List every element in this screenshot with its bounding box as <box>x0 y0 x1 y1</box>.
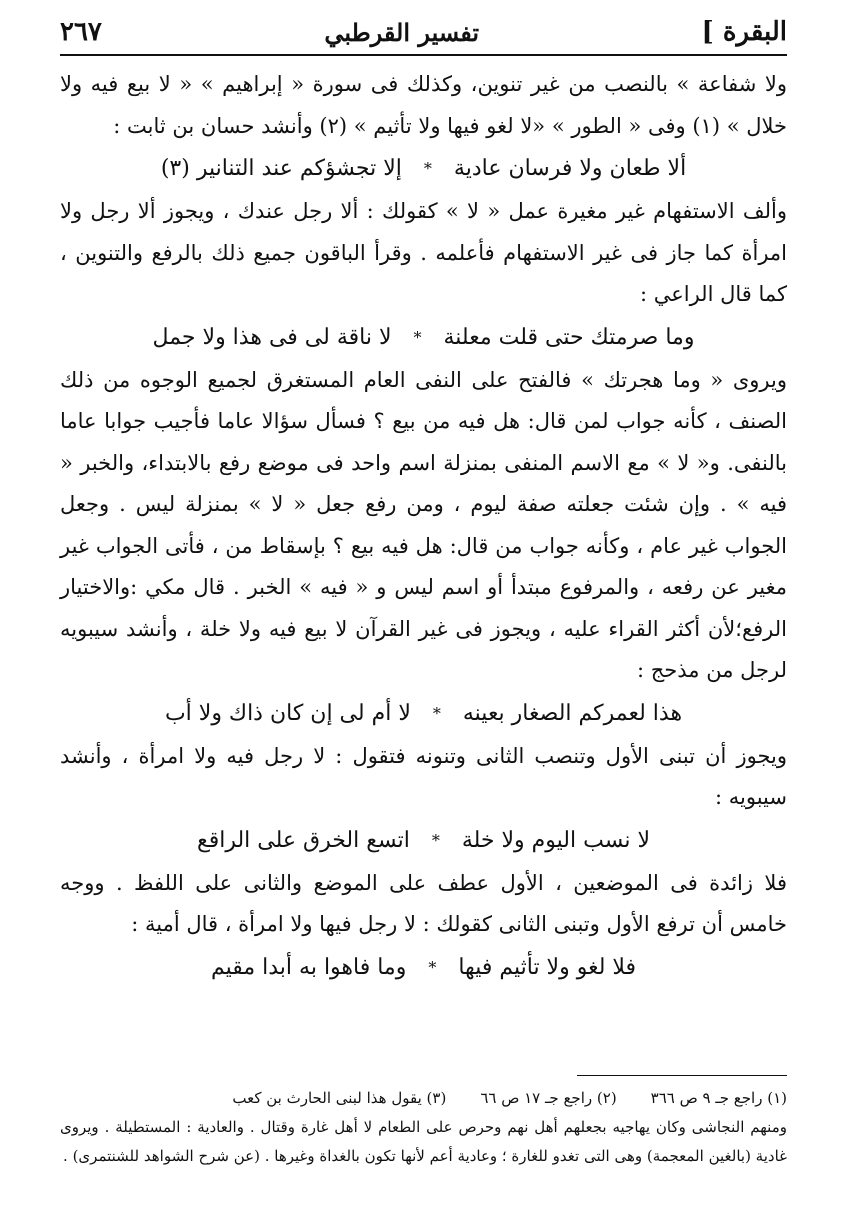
footnote-references <box>60 1084 787 1113</box>
hemistich-first: هذا لعمركم الصغار بعينه <box>462 700 683 726</box>
paragraph: ولا شفاعة » بالنصب من غير تنوين، وكذلك فى سورة « إبراهيم » « لا بيع فيه ولا خلال » (١) وفى « الطور » «لا لغو فيها ولا تأثيم » (٢) وأنشد حسان بن ثابت : <box>60 72 787 138</box>
paragraph: ويروى « وما هجرتك » فالفتح على النفى العام المستغرق لجميع الوجوه من ذلك الصنف ، كأنه جواب لمن قال: هل فيه من بيع ؟ فسأل سؤالا عاما فأجيب جوابا عاما بالنفى. و« لا » مع الاسم المنفى بمنزلة اسم واحد فى موضع رفع بالابتداء، والخبر « فيه » . وإن شئت جعلته صفة ليوم ، ومن رفع جعل « لا » بمنزلة ليس . وجعل الجواب غير عام ، وكأنه جواب من قال: هل فيه بيع ؟ بإسقاط من ، فأتى الجواب غير مغير عن رفعه ، والمرفوع مبتدأ أو اسم ليس و « فيه » الخبر . قال مكي :والاختيار الرفع؛لأن أكثر القراء عليه ، ويجوز فى غير القرآن لا بيع فيه ولا خلة ، وأنشد سيبويه لرجل من مذحج : <box>60 367 787 682</box>
poetry-verse <box>60 819 787 863</box>
footnote-2: (٢) راجع جـ ١٧ ص ٦٦ <box>480 1089 617 1107</box>
surah-name: البقرة ] <box>701 17 787 47</box>
paragraph: فلا زائدة فى الموضعين ، الأول عطف على الموضع والثانى على اللفظ . ووجه خامس أن ترفع الأول وتبنى الثانى كقولك : لا رجل فيها ولا امرأة ، قال أمية : <box>60 870 787 936</box>
hemistich-first: وما صرمتك حتى قلت معلنة <box>443 324 695 350</box>
main-text <box>60 64 787 990</box>
footnote-divider <box>577 1075 787 1076</box>
footnote-3: (٣) يقول هذا لبنى الحارث بن كعب <box>232 1089 447 1107</box>
verse-separator: * <box>432 703 441 723</box>
paragraph: ويجوز أن تبنى الأول وتنصب الثانى وتنونه فتقول : لا رجل فيه ولا امرأة ، وأنشد سيبويه : <box>60 743 787 809</box>
hemistich-second: إلا تجشؤكم عند التنانير (٣) <box>160 156 402 181</box>
poetry-verse <box>60 147 787 191</box>
footnotes <box>60 1075 787 1171</box>
verse-separator: * <box>428 957 437 977</box>
hemistich-first: فلا لغو ولا تأثيم فيها <box>458 954 637 980</box>
footnote-3-continued: ومنهم النجاشى وكان يهاجيه بجعلهم أهل نهم وحرص على الطعام لا أهل غارة وقتال . والعادية : المستطيلة . ويروى غادية (بالغين المعجمة) وهى التى تغدو للغارة ؛ وعادية أعم لأنها تكون بالغداة وغيرها . (عن شرح الشواهد للشنتمرى) . <box>60 1118 787 1165</box>
hemistich-second: اتسع الخرق على الراقع <box>197 827 410 853</box>
poetry-verse <box>60 316 787 360</box>
running-title: تفسير القرطبي <box>324 17 480 47</box>
poetry-verse <box>60 946 787 990</box>
page-number: ٢٦٧ <box>60 17 102 47</box>
footnote-1: (١) راجع جـ ٩ ص ٣٦٦ <box>650 1089 787 1107</box>
paragraph: وألف الاستفهام غير مغيرة عمل « لا » كقولك : ألا رجل عندك ، ويجوز ألا رجل ولا امرأة كما جاز فى غير الاستفهام فأعلمه . وقرأ الباقون جميع ذلك بالرفع والتنوين ، كما قال الراعي : <box>60 199 787 306</box>
hemistich-second: لا ناقة لى فى هذا ولا جمل <box>152 324 392 350</box>
hemistich-first: لا نسب اليوم ولا خلة <box>461 827 650 853</box>
hemistich-first: ألا طعان ولا فرسان عادية <box>453 156 687 181</box>
poetry-verse <box>60 692 787 736</box>
page-header <box>60 10 787 56</box>
verse-separator: * <box>431 830 440 850</box>
verse-separator: * <box>423 159 432 178</box>
hemistich-second: وما فاهوا به أبدا مقيم <box>210 954 407 980</box>
verse-separator: * <box>413 327 422 347</box>
hemistich-second: لا أم لى إن كان ذاك ولا أب <box>164 700 411 726</box>
